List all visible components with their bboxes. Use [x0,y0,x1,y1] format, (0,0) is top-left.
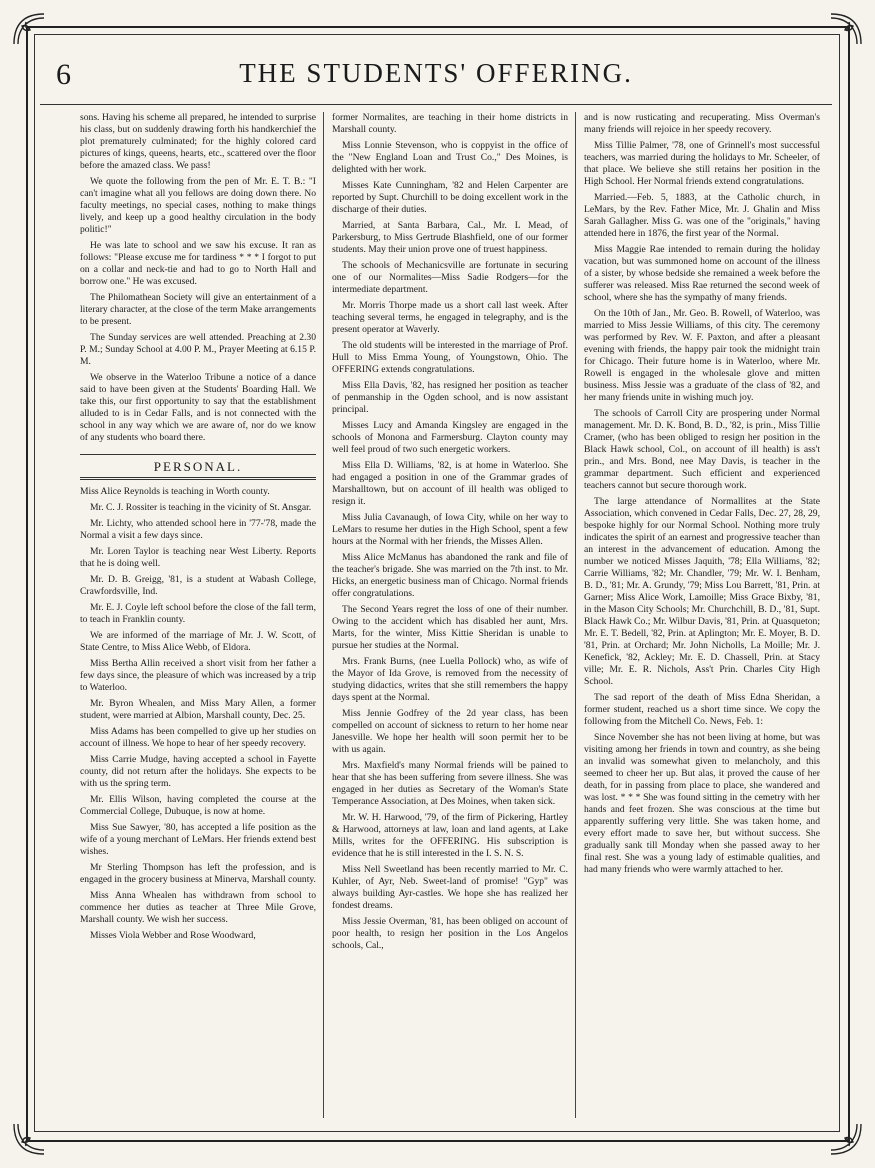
news-paragraph: Mr. E. J. Coyle left school before the close of the fall term, to teach in Franklin county. [80,602,316,625]
news-paragraph: Mr. W. H. Harwood, '79, of the firm of Pickering, Hartley & Harwood, attorneys at law, loan and land agents, at Lake Mills, writes for the OFFERING. His subscription is evidence that he is still interested in the I. S. N. S. [332,812,568,859]
news-paragraph: Mr. D. B. Greigg, '81, is a student at Wabash College, Crawfordsville, Ind. [80,574,316,597]
news-paragraph: Mr. C. J. Rossiter is teaching in the vicinity of St. Ansgar. [90,502,312,513]
news-paragraph: sons. Having his scheme all prepared, he intended to surprise his class, but on suddenly drawing forth his handkerchief the plot prematurely culminated; for the highly colored card pictures of kings, queens, hearts, etc., scattered over the floor before the amazed class. We pass! [80,112,316,171]
news-paragraph: The Sunday services are well attended. Preaching at 2.30 P. M.; Sunday School at 4.00 P. M., Prayer Meeting at 6.15 P. M. [80,332,316,367]
news-paragraph: The schools of Carroll City are prospering under Normal management. Mr. D. K. Bond, B. D., '82, is prin., Miss Tillie Cramer, (who has been obliged to resign her position in the Black Hawk school, Col., on account of ill health) is ass't prin., and Mrs. Bond, nee May Davis, is teacher in the grammar department. Such efficient and experienced teachers cannot but secure thorough work. [584,408,820,491]
news-paragraph: The old students will be interested in the marriage of Prof. Hull to Miss Emma Young, of Youngstown, Ohio. The OFFERING extends congratulations. [332,340,568,375]
news-paragraph: Mr. Ellis Wilson, having completed the course at the Commercial College, Dubuque, is now at home. [80,794,316,817]
column-3 [584,112,820,1118]
news-paragraph: Miss Adams has been compelled to give up her studies on account of illness. We hope to hear of her speedy recovery. [80,726,316,749]
news-paragraph: Mr Sterling Thompson has left the profession, and is engaged in the grocery business at Minerva, Marshall county. [80,862,316,885]
news-paragraph: The Philomathean Society will give an entertainment of a literary character, at the close of the term Make arrangements to be present. [80,292,316,327]
news-paragraph: The schools of Mechanicsville are fortunate in securing one of our Normalites—Miss Sadie Rodgers—for the intermediate department. [332,260,568,295]
personal-notes [80,486,316,942]
news-paragraph: The sad report of the death of Miss Edna Sheridan, a former student, reached us a short time since. We copy the following from the Mitchell Co. News, Feb. 1: [584,692,820,727]
news-paragraph: Miss Carrie Mudge, having accepted a school in Fayette county, did not return after the holidays. She expects to be with us the spring term. [80,754,316,789]
news-paragraph: We observe in the Waterloo Tribune a notice of a dance said to have been given at the Students' Boarding Hall. We take this, our first opportunity to say that the establishment alluded to is in Cedar Falls, and is not connected with the school in any way which we are aware of, nor do we know of any students who board there. [80,372,316,443]
news-paragraph: Miss Maggie Rae intended to remain during the holiday vacation, but was summoned home on account of the illness of a sister, by whose bedside she remained a week before the sufferer was released. Miss Rae returned the second week of school, where she has the sympathy of many friends. [584,244,820,303]
page-header [40,52,832,105]
news-paragraph: Miss Anna Whealen has withdrawn from school to commence her duties as teacher at Three Mile Grove, Marshall county. We wish her success. [80,890,316,925]
news-paragraph: Misses Viola Webber and Rose Woodward, [90,930,256,941]
masthead-title: THE STUDENTS' OFFERING. [239,58,633,88]
column-divider [323,112,324,1118]
news-paragraph: Mr. Loren Taylor is teaching near West Liberty. Reports that he is doing well. [80,546,316,569]
news-paragraph: The large attendance of Normallites at the State Association, which convened in Cedar Falls, Dec. 27, 28, 29, bespoke highly for our Normal School. Nothing more truly indicates the spirit of an earnest and progressive teacher than an interest in the advancement of education. Among the number we noticed Misses Jaquith, '78; Ella Williams, '82; Carrie Williams, '82; Mr. Chandler, '79; Mr. W. I. Benham, B. D., '81; Mr. A. Grundy, '79; Miss Lou Barrett, '81, Prin. at Garner; Miss Alice Work, Lamoille; Miss Grace Bixby, '81, in the Mason City Schools; Mr. Churchchill, B. D., '81, Supt. Black Hawk Co.; Mr. Wilbur Davis, '81, Prin. at Quasqueton; Mr. E. T. Bedell, '82, Prin. at Aplington; Mr. E. Moyer, B. D. '81, Prin. at Orchard; Mr. John Nicholls, La Moille; Mr. J. Kenefick, '82, Ackley; Mr. E. D. Chassell, Prin. at Stacy ville; Mr. E. R. Nichols, Ass't Prin. Charles City High School. [584,496,820,687]
corner-ornament-icon [829,12,863,46]
news-paragraph: Mr. Lichty, who attended school here in '77-'78, made the Normal a visit a few days since. [80,518,316,541]
news-paragraph: We quote the following from the pen of Mr. E. T. B.: "I can't imagine what all you fellows are doing down there. No faculty meetings, no special cases, nothing to make things lively, and keep up a good healthy circulation in the body politic!" [80,176,316,235]
corner-ornament-icon [12,1122,46,1156]
news-paragraph: Miss Jennie Godfrey of the 2d year class, has been compelled on account of sickness to return to her home near Janesville. We hope her health will soon permit her to be with us again. [332,708,568,755]
news-paragraph: Miss Tillie Palmer, '78, one of Grinnell's most successful teachers, was married during the holidays to Mr. Scheeler, of that place. We believe she still retains her position in the High School. Her Normal friends extend congratulations. [584,140,820,187]
column-2 [332,112,568,1118]
news-paragraph: and is now rusticating and recuperating. Miss Overman's many friends will rejoice in her speedy recovery. [584,112,820,135]
news-paragraph: former Normalites, are teaching in their home districts in Marshall county. [332,112,568,135]
column-1 [80,112,316,1118]
news-paragraph: Miss Bertha Allin received a short visit from her father a few days since, the pleasure of which was increased by a trip to Waterloo. [80,658,316,693]
news-paragraph: We are informed of the marriage of Mr. J. W. Scott, of State Centre, to Miss Alice Webb, of Eldora. [80,630,316,653]
news-paragraph: On the 10th of Jan., Mr. Geo. B. Rowell, of Waterloo, was married to Miss Jessie Williams, of this city. The ceremony was performed by Rev. W. F. Paxton, and after a pleasant evening with friends, the happy pair took the midnight train for Chicago. Their future home is in Waterloo, where Mr. Rowell is engaged in the wholesale glove and mitten business. Miss Jessie was a graduate of the class of '82, and her many friends unite in wishing much joy. [584,308,820,403]
news-paragraph: Misses Kate Cunningham, '82 and Helen Carpenter are reported by Supt. Churchill to be doing excellent work in the discharge of their duties. [332,180,568,215]
corner-ornament-icon [12,12,46,46]
column-1-notes [80,112,316,444]
news-paragraph: Mr. Morris Thorpe made us a short call last week. After teaching several terms, he engaged in telegraphy, and is the present operator at Waverly. [332,300,568,335]
news-paragraph: Mrs. Frank Burns, (nee Luella Pollock) who, as wife of the Mayor of Ida Grove, is removed from the necessity of studying didactics, writes that she still remembers the happy days spent at the Normal. [332,656,568,703]
page-number: 6 [56,58,71,91]
news-paragraph: Miss Nell Sweetland has been recently married to Mr. C. Kuhler, of Ayr, Neb. Sweet-land of promise! "Gyp" was always building Ayr-castles. We hope she has realized her fondest dreams. [332,864,568,911]
news-paragraph: Married, at Santa Barbara, Cal., Mr. L Mead, of Parkersburg, to Miss Gertrude Blashfield, one of our former students. May their union prove one of truest happiness. [332,220,568,255]
news-paragraph: Miss Sue Sawyer, '80, has accepted a life position as the wife of a young merchant of LeMars. Her friends extend best wishes. [80,822,316,857]
news-paragraph: Miss Alice Reynolds is teaching in Worth county. [80,486,270,497]
news-paragraph: The Second Years regret the loss of one of their number. Owing to the accident which has disabled her aunt, Mrs. Marts, for the winter, Miss Kittie Sheridan is unable to pursue her studies at the Normal. [332,604,568,651]
column-3-notes [584,112,820,876]
personal-heading: PERSONAL. [80,454,316,480]
column-2-notes [332,112,568,952]
news-paragraph: Mrs. Maxfield's many Normal friends will be pained to hear that she has been suffering from severe illness. She was engaged in her duties as Secretary of the Woman's State Temperance Association, at Des Moines, when taken sick. [332,760,568,807]
article-columns [80,112,820,1122]
news-paragraph: Misses Lucy and Amanda Kingsley are engaged in the schools of Monona and Farmersburg. Clayton county may well feel proud of two such energetic workers. [332,420,568,455]
news-paragraph: Miss Ella D. Williams, '82, is at home in Waterloo. She had engaged a position in one of the Grammar grades of Marshalltown, but on account of ill health was obliged to resign it. [332,460,568,507]
news-paragraph: Since November she has not been living at home, but was visiting among her friends in town and country, as she being an invalid was somewhat given to melancholy, and this seemed to cheer her up. But alas, it proved the cause of her death, for in passing from place to place, she wandered and was lost. * * * She was found sitting in the cemetry with her hands and feet frozen. She was conscious at the time but apparently suffering very little. She was taken home, and every effort made to save her, but without success. She gradually sank till Monday when she passed away to her final rest. She was a young lady of estimable qualities, and had many friends who were warmly attached to her. [584,732,820,875]
news-paragraph: Miss Ella Davis, '82, has resigned her position as teacher of penmanship in the Ogden school, and is now assistant principal. [332,380,568,415]
news-paragraph: Miss Lonnie Stevenson, who is coppyist in the office of the "New England Loan and Trust Co.," Des Moines, is delighted with her work. [332,140,568,175]
corner-ornament-icon [829,1122,863,1156]
news-paragraph: Miss Julia Cavanaugh, of Iowa City, while on her way to LeMars to resume her duties in the High School, spent a few hours at the Normal with her friends, the Misses Allen. [332,512,568,547]
news-paragraph: Miss Alice McManus has abandoned the rank and file of the teacher's brigade. She was married on the 7th inst. to Mr. Hicks, an energetic business man of Chicago. Normal friends offer congratulations. [332,552,568,599]
news-paragraph: Miss Jessie Overman, '81, has been obliged on account of poor health, to resign her position in the Los Angelos schools, Cal., [332,916,568,951]
news-paragraph: Mr. Byron Whealen, and Miss Mary Allen, a former student, were married at Albion, Marshall county, Dec. 25. [80,698,316,721]
news-paragraph: Married.—Feb. 5, 1883, at the Catholic church, in LeMars, by the Rev. Father Mice, Mr. J. Ghalin and Miss Sarah Gallagher. Miss G. was one of the "originals," having attended here in 1876, the first year of the Normal. [584,192,820,239]
news-paragraph: He was late to school and we saw his excuse. It ran as follows: "Please excuse me for tardiness * * * I forgot to put on a collar and neck-tie and had to go to North Hall and borrow one." He was excused. [80,240,316,287]
column-divider [575,112,576,1118]
